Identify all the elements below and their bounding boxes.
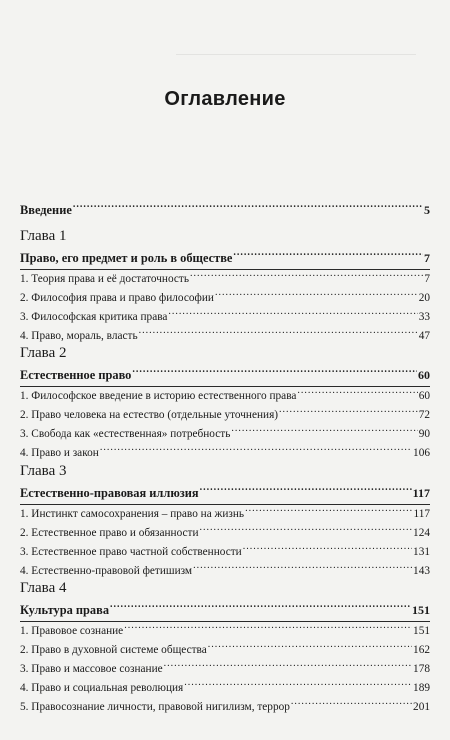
toc-entry-label: 1. Правовое сознание xyxy=(20,625,124,637)
toc-entry-label: 5. Правосознание личности, правовой нигилизм, террор xyxy=(20,701,290,713)
toc-entry-page: 117 xyxy=(413,508,430,520)
toc-entry-page: 72 xyxy=(418,409,430,421)
toc-leader-dots xyxy=(124,624,412,634)
toc-entry-page: 189 xyxy=(413,682,430,694)
toc-entry[interactable] xyxy=(20,679,430,698)
chapter-label: Глава 2 xyxy=(20,345,67,361)
toc-entry[interactable] xyxy=(20,698,430,717)
toc-leader-dots xyxy=(200,487,412,497)
toc-leader-dots xyxy=(132,369,417,379)
toc-entry[interactable] xyxy=(20,505,430,524)
toc-leader-dots xyxy=(291,700,412,710)
toc-leader-dots xyxy=(100,446,412,456)
toc-entry-page: 33 xyxy=(418,311,430,323)
chapter-label: Глава 1 xyxy=(20,228,67,244)
toc-entry-label: Введение xyxy=(20,203,72,217)
toc-entry-page: 178 xyxy=(413,663,430,675)
bleed-through-rule xyxy=(176,54,416,55)
toc-entry-label: 3. Естественное право частной собственности xyxy=(20,546,242,558)
toc-entry[interactable] xyxy=(20,425,430,444)
toc-entry-label: 4. Право, мораль, власть xyxy=(20,330,138,342)
toc-entry[interactable] xyxy=(20,308,430,327)
chapter-page: 7 xyxy=(424,251,430,265)
chapter-page: 151 xyxy=(412,603,430,617)
chapter-page: 117 xyxy=(412,486,430,500)
toc-entry-page: 5 xyxy=(424,203,430,217)
toc-leader-dots xyxy=(190,272,423,282)
chapter-title: Культура права xyxy=(20,603,110,617)
toc-entry-page: 7 xyxy=(424,273,430,285)
toc-entry-label: 1. Теория права и её достаточность xyxy=(20,273,189,285)
chapter-title-row[interactable] xyxy=(20,483,430,504)
chapter-title: Естественное право xyxy=(20,368,132,382)
toc-entry-page: 143 xyxy=(413,565,430,577)
toc-entry-page: 124 xyxy=(413,527,430,539)
chapter-2 xyxy=(20,343,430,463)
toc-entry-page: 151 xyxy=(413,625,430,637)
toc-entry-label: 1. Инстинкт самосохранения – право на жизнь xyxy=(20,508,245,520)
toc-entry-label: 2. Философия права и право философии xyxy=(20,292,214,304)
chapter-title-row[interactable] xyxy=(20,600,430,621)
toc-entry-label: 4. Право и закон xyxy=(20,447,99,459)
toc-entry[interactable] xyxy=(20,270,430,289)
toc-entry[interactable] xyxy=(20,622,430,641)
toc-leader-dots xyxy=(215,291,418,301)
toc-entry-label: 2. Естественное право и обязанности xyxy=(20,527,199,539)
toc-leader-dots xyxy=(110,604,411,614)
toc-leader-dots xyxy=(200,526,413,536)
chapter-page: 60 xyxy=(418,368,430,382)
chapter-4 xyxy=(20,578,430,717)
toc-entry[interactable] xyxy=(20,543,430,562)
chapter-3 xyxy=(20,461,430,581)
toc-entry[interactable] xyxy=(20,387,430,406)
toc-leader-dots xyxy=(208,643,412,653)
toc-entry-page: 47 xyxy=(418,330,430,342)
toc-entry-label: 3. Свобода как «естественная» потребность xyxy=(20,428,231,440)
chapter-title-row[interactable] xyxy=(20,248,430,269)
toc-entry-label: 4. Естественно-правовой фетишизм xyxy=(20,565,193,577)
toc-entry-page: 201 xyxy=(413,701,430,713)
toc-entry[interactable] xyxy=(20,524,430,543)
toc-entry-label: 2. Право в духовной системе общества xyxy=(20,644,207,656)
toc-entry-intro[interactable] xyxy=(20,200,430,221)
toc-leader-dots xyxy=(139,329,418,339)
toc-entry[interactable] xyxy=(20,660,430,679)
toc-leader-dots xyxy=(297,389,417,399)
toc-title: Оглавление xyxy=(164,88,286,110)
chapter-1 xyxy=(20,226,430,346)
toc-entry-label: 1. Философское введение в историю естественного права xyxy=(20,390,297,402)
toc-entry-label: 3. Право и массовое сознание xyxy=(20,663,163,675)
toc-entry[interactable] xyxy=(20,406,430,425)
chapter-label: Глава 4 xyxy=(20,580,67,596)
toc-entry-page: 60 xyxy=(418,390,430,402)
toc-leader-dots xyxy=(279,408,418,418)
toc-leader-dots xyxy=(168,310,417,320)
toc-entry-label: 2. Право человека на естество (отдельные уточнения) xyxy=(20,409,279,421)
toc-leader-dots xyxy=(73,204,423,214)
toc-leader-dots xyxy=(231,427,417,437)
toc-entry[interactable] xyxy=(20,289,430,308)
toc-entry-page: 90 xyxy=(418,428,430,440)
toc-leader-dots xyxy=(233,252,423,262)
chapter-title-row[interactable] xyxy=(20,365,430,386)
toc-leader-dots xyxy=(243,545,412,555)
chapter-title: Право, его предмет и роль в обществе xyxy=(20,251,233,265)
toc-leader-dots xyxy=(193,564,412,574)
toc-entry-page: 162 xyxy=(413,644,430,656)
toc-leader-dots xyxy=(164,662,412,672)
toc-entry-page: 106 xyxy=(413,447,430,459)
toc-intro xyxy=(20,200,430,221)
toc-leader-dots xyxy=(245,507,412,517)
toc-entry-label: 3. Философская критика права xyxy=(20,311,168,323)
chapter-title: Естественно-правовая иллюзия xyxy=(20,486,199,500)
toc-leader-dots xyxy=(184,681,412,691)
toc-entry-page: 20 xyxy=(418,292,430,304)
toc-entry[interactable] xyxy=(20,641,430,660)
toc-entry-label: 4. Право и социальная революция xyxy=(20,682,184,694)
chapter-label: Глава 3 xyxy=(20,463,67,479)
toc-entry-page: 131 xyxy=(413,546,430,558)
